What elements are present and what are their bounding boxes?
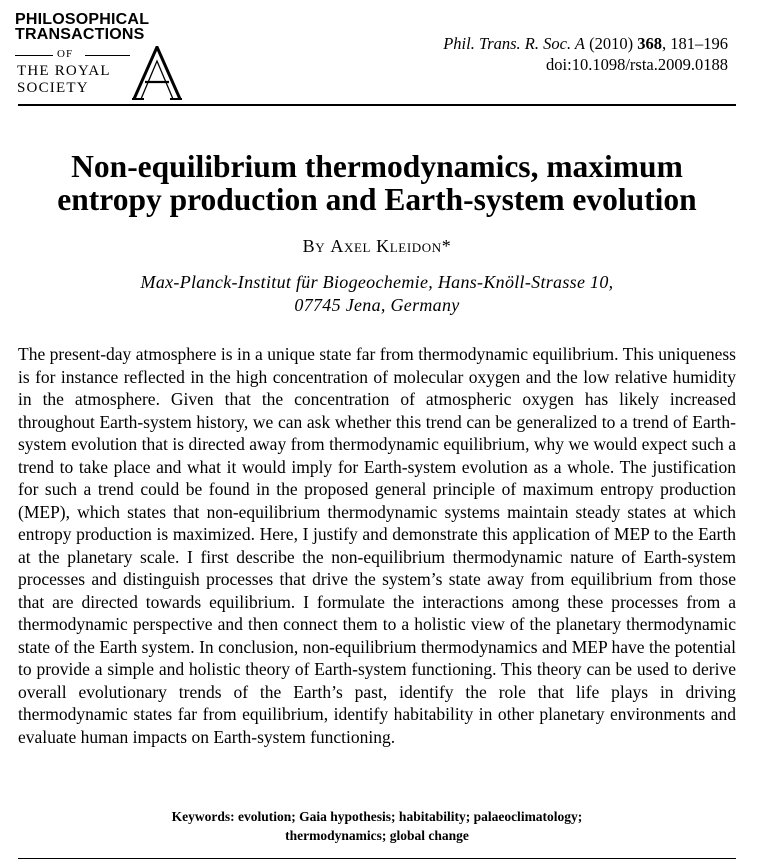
journal-citation [443, 33, 728, 75]
header-rule [18, 104, 736, 106]
citation-pages: 181–196 [670, 34, 728, 53]
journal-name: Phil. Trans. R. Soc. A [443, 34, 585, 53]
logo-line-of: OF [57, 48, 74, 60]
keywords [18, 807, 736, 845]
citation-volume: 368 [637, 34, 662, 53]
affiliation-line-2: 07745 Jena, Germany [294, 295, 460, 315]
logo-divider-right [85, 55, 130, 56]
author-name: Axel Kleidon* [330, 236, 452, 256]
author-prefix: By [302, 236, 326, 256]
logo-line-philosophical: PHILOSOPHICAL [15, 11, 150, 28]
citation-year: (2010) [589, 34, 634, 53]
journal-logo [15, 12, 185, 100]
abstract-text: The present-day atmosphere is in a unique state far from thermodynamic equilibrium. This uniqueness is for instance reflected in the high concentration of molecular oxygen and the low relative humidity in the atmosphere. Given that the concentration of atmospheric oxygen has likely increased throughout Earth-system history, we can ask whether this trend can be generalized to a trend of Earth-system evolution that is directed away from thermodynamic equilibrium, why we would expect such a trend to take place and what it would imply for Earth-system evolution as a whole. The justification for such a trend could be found in the proposed general principle of maximum entropy production (MEP), which states that non-equilibrium thermodynamic systems maintain steady states at which entropy production is maximized. Here, I justify and demonstrate this application of MEP to the Earth at the planetary scale. I first describe the non-equilibrium thermodynamic nature of Earth-system processes and distinguish processes that drive the system’s state away from equilibrium from those that are directed towards equilibrium. I formulate the interactions among these processes from a thermodynamic perspective and then connect them to a holistic view of the planetary thermodynamic state of the Earth system. In conclusion, non-equilibrium thermodynamics and MEP have the potential to provide a simple and holistic theory of Earth-system functioning. This theory can be used to derive overall evolutionary trends of the Earth’s past, identify the role that life plays in driving thermodynamic states far from equilibrium, identify habitability in other planetary environments and evaluate human impacts on Earth-system functioning. [18, 344, 736, 747]
citation-line: Phil. Trans. R. Soc. A (2010) 368, 181–196 [443, 34, 728, 53]
author-byline [18, 236, 736, 257]
royal-society-a-emblem-icon [132, 46, 182, 100]
keywords-line-1: Keywords: evolution; Gaia hypothesis; habitability; palaeoclimatology; [171, 809, 583, 824]
title-line-2: entropy production and Earth-system evolution [57, 182, 697, 217]
keywords-line-2: thermodynamics; global change [285, 828, 469, 843]
title-line-1: Non-equilibrium thermodynamics, maximum [71, 149, 683, 184]
logo-divider-left [15, 55, 53, 56]
logo-line-the-royal: THE ROYAL [17, 63, 111, 79]
author-affiliation [18, 271, 736, 317]
logo-line-transactions: TRANSACTIONS [15, 26, 145, 43]
citation-doi[interactable]: doi:10.1098/rsta.2009.0188 [546, 55, 728, 74]
paper-title [18, 150, 736, 216]
affiliation-line-1: Max-Planck-Institut für Biogeochemie, Hans-Knöll-Strasse 10, [140, 272, 614, 292]
logo-line-society: SOCIETY [17, 80, 89, 96]
footer-rule [18, 858, 736, 859]
